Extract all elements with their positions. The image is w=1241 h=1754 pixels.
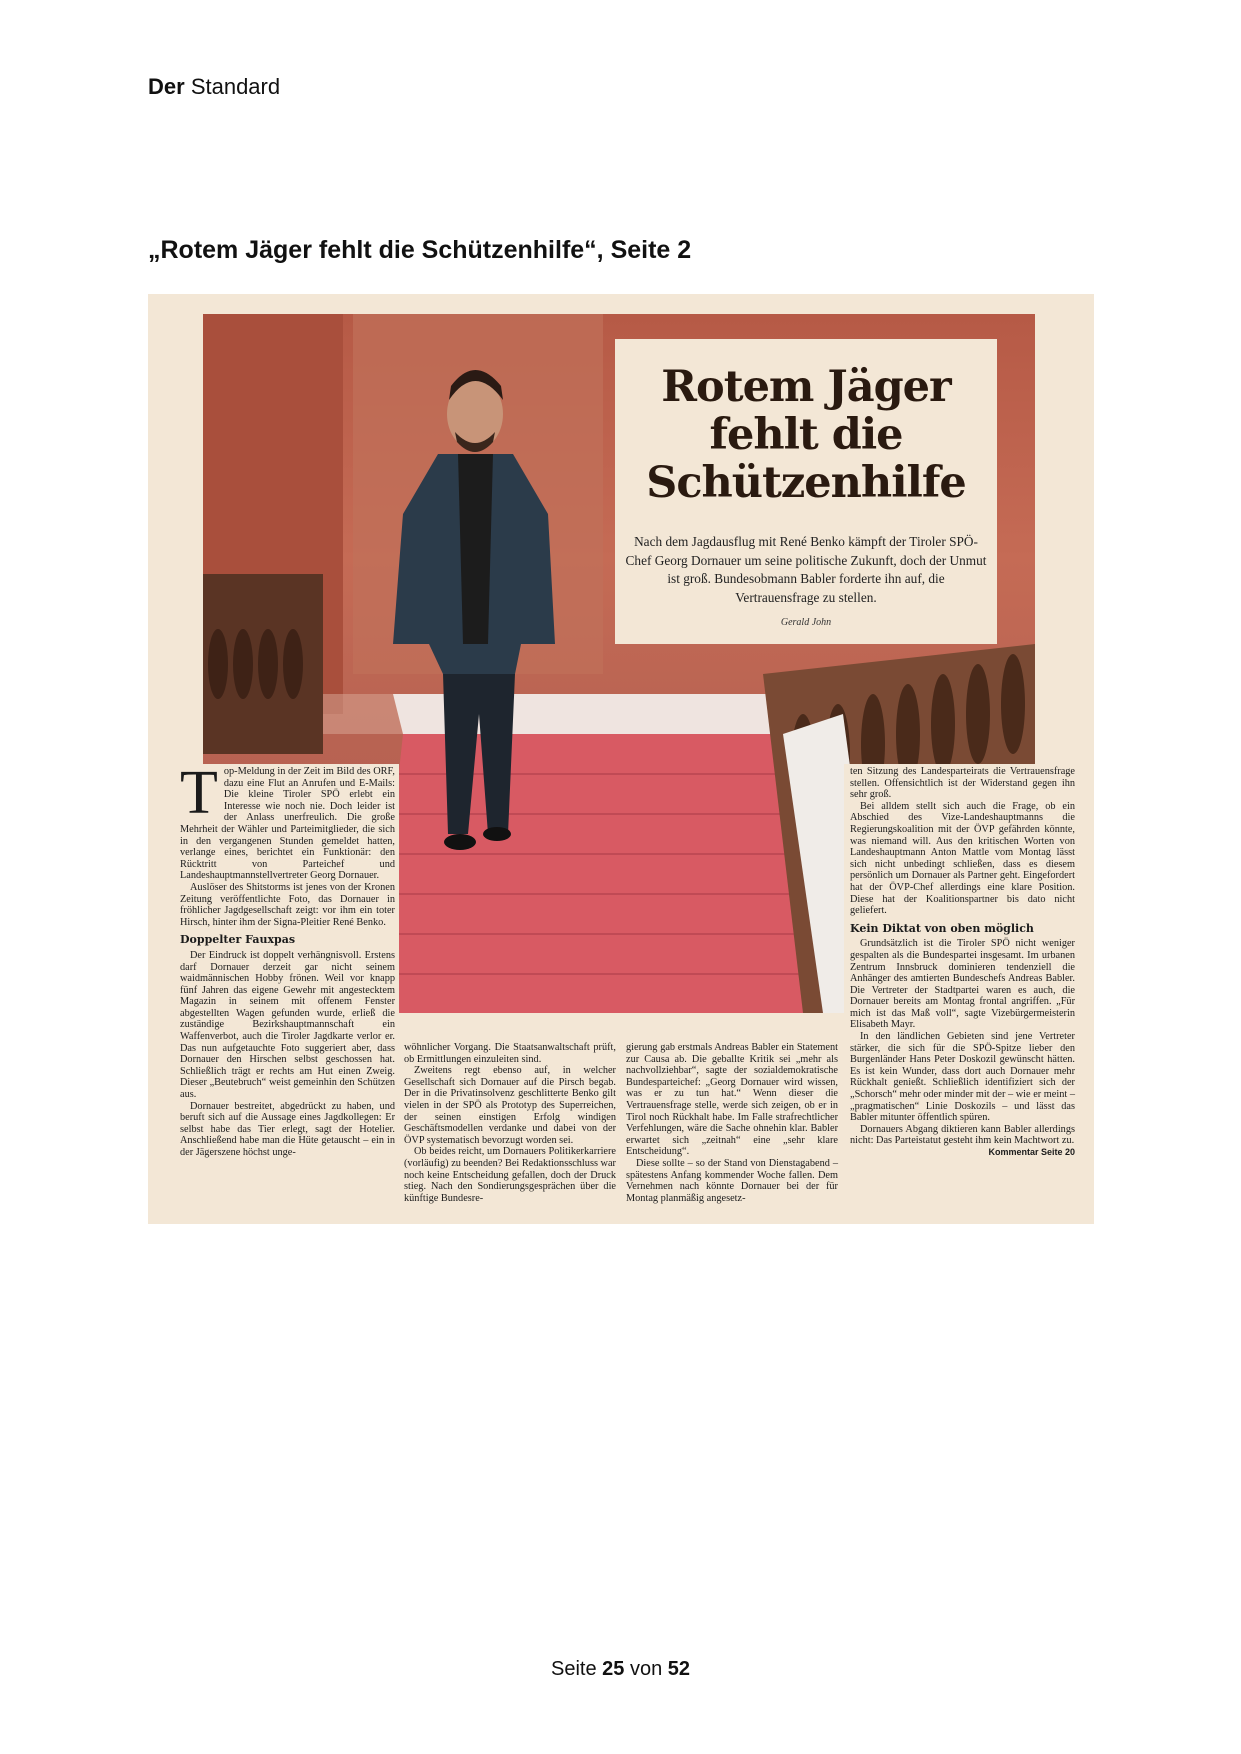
article-author: Gerald John <box>780 617 832 628</box>
subheading: Kein Diktat von oben möglich <box>850 921 1034 935</box>
page-headline: „Rotem Jäger fehlt die Schützenhilfe“, Seite 2 <box>148 236 692 264</box>
subheading: Doppelter Fauxpas <box>180 933 296 947</box>
commentary-reference: Kommentar Seite 20 <box>988 1147 1075 1157</box>
article-title: Rotem Jäger fehlt die Schützenhilfe <box>646 362 966 508</box>
drop-cap: T <box>180 759 218 827</box>
article-column-3: gierung gab erstmals Andreas Babler ein Statement zur Causa ab. Die geballte Kritik sei „mehr als nachvollziehbar“, sagte der sozialdemokratische Bundesparteichef: „Georg Dornauer wird wissen, was er zu tun hat.“ Wenn dieser die Vertrauensfrage stelle, werde sich zeigen, ob er in Tirol noch Rückhalt habe. Im Falle strafrechtlicher Verfehlungen, wäre die Sache ohnehin klar. Babler erwartet sich „zeitnah“ eine „sehr klare Entscheidung“. Diese sollte – so der Stand von Dienstagabend – spätestens Anfang kommender Woche fallen. Dem Vernehmen nach könnte Dornauer bei der für Montag planmäßig angesetz- <box>622 1040 842 1224</box>
newspaper-clipping <box>148 294 1094 1224</box>
article-column-4: ten Sitzung des Landesparteirats die Vertrauensfrage stellen. Offensichtlich ist der Widerstand gegen ihn sehr groß. Bei alldem stellt sich auch die Frage, ob ein Abschied des Vize-Landeshauptmanns die Regierungskoalition mit der ÖVP gefährden könnte, was niemand will. Aus den kritischen Worten von Landeshauptmann Anton Mattle vom Montag lässt sich nicht unbedingt schließen, dass es diesem persönlich um Dornauer als Partner geht. Eingefordert hat der ÖVP-Chef allerdings eine klare Position. Diese hat der Koalitionspartner bis dato nicht geliefert. Kein Diktat von oben möglich Grundsätzlich ist die Tiroler SPÖ nicht weniger gespalten als die Bundespartei insgesamt. Im urbanen Zentrum Innsbruck dominieren tendenziell die Anhänger des amtierten Bundeschefs Andreas Babler. Die Vertreter der Stadtpartei waren es auch, die Dornauer bereits am Montag frontal angriffen. „Für mich ist das Maß voll“, sagte Vizebürgermeisterin Elisabeth Mayr. In den ländlichen Gebieten sind jene Vertreter stärker, die sich für die SPÖ-Spitze lieber den Burgenländer Hans Peter Doskozil gewünscht hätten. Es ist kein Wunder, dass dort auch Dornauer mehr Rückhalt genießt. Schließlich identifiziert sich der „Schorsch“ mehr oder minder mit der – wie er meint – „pragmatischen“ Linie Doskozils – und lässt das Babler mitunter öffentlich spüren. Dornauers Abgang diktieren kann Babler allerdings nicht: Das Parteistatut gesteht ihm kein Machtwort zu. Kommentar Seite 20 <box>844 764 1079 1224</box>
article-lead: Nach dem Jagdausflug mit René Benko kämpft der Tiroler SPÖ-Chef Georg Dornauer um seine politische Zukunft, doch der Unmut ist groß. Bundesobmann Babler forderte ihn auf, die Vertrauensfrage zu stellen. <box>625 534 987 605</box>
article-title-box <box>615 339 997 644</box>
publication-name: Der Standard <box>148 74 281 99</box>
article-column-2: wöhnlicher Vorgang. Die Staatsanwaltschaft prüft, ob Ermittlungen einzuleiten sind. Zweitens regt ebenso auf, in welcher Gesellschaft sich Dornauer auf die Pirsch begab. Der in die Privatinsolvenz geschlitterte Benko gilt vielen in der SPÖ als Prototyp des Superreichen, der seinen einstigen Erfolg windigen Geschäftsmodellen verdanke und dabei von der ÖVP systematisch bevorzugt worden sei. Ob beides reicht, um Dornauers Politikerkarriere (vorläufig) zu beenden? Bei Redaktionsschluss war noch keine Entscheidung gefallen, doch der Druck stieg. Nach den Sondierungsgesprächen über die künftige Bundesre- <box>400 1040 620 1224</box>
page-number: Seite 25 von 52 <box>550 1658 691 1680</box>
article-column-1: Top-Meldung in der Zeit im Bild des ORF, dazu eine Flut an Anrufen und E-Mails: Die kleine Tiroler SPÖ erlebt ein Interesse wie noch nie. Doch leider ist der Anlass unerfreulich. Die große Mehrheit der Wähler und Parteimitglieder, die sich in den vergangenen Stunden gemeldet hatten, verlange eines, berichtet ein Funktionär: den Rücktritt von Parteichef und Landeshauptmannstellvertreter Georg Dornauer. Auslöser des Shitstorms ist jenes von der Kronen Zeitung veröffentlichte Foto, das Dornauer in fröhlicher Jagdgesellschaft zeigt: vor ihm ein toter Hirsch, hinter ihm der Signa-Pleitier René Benko. Doppelter Fauxpas Der Eindruck ist doppelt verhängnisvoll. Erstens darf Dornauer derzeit gar nicht seinem waidmännischen Hobby frönen. Weil vor knapp fünf Jahren das eigene Gewehr mit angestecktem Magazin in seinem mit offenem Fenster abgestellten Wagen gefunden wurde, erließ die zuständige Bezirkshauptmannschaft ein Waffenverbot, auch die Tiroler Jagdkarte verlor er. Das nun aufgetauchte Foto suggeriert aber, dass Dornauer den Hirschen selbst geschossen hat. Schließlich trägt er rechts am Hut einen Zweig. Dieser „Beutebruch“ weist gemeinhin den Schützen aus. Dornauer bestreitet, abgedrückt zu haben, und beruft sich auf die Aussage eines Jagdkollegen: Er selbst habe das Tier erlegt, sagt der Hotelier. Anschließend habe man die Hüte getauscht – ein in der Jägerszene höchst unge- <box>178 764 399 1224</box>
